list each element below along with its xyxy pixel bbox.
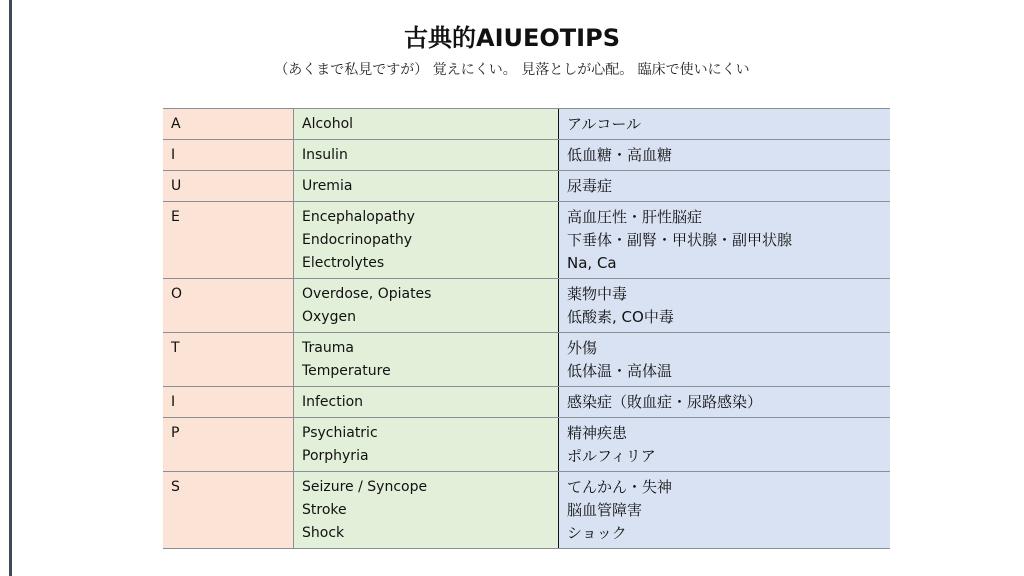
japanese-cause-cell bbox=[559, 418, 890, 471]
table-row bbox=[163, 333, 890, 387]
japanese-cause: 低体温・高体温 bbox=[567, 362, 673, 380]
japanese-cause-cell bbox=[559, 140, 890, 170]
japanese-cause: 感染症（敗血症・尿路感染） bbox=[567, 393, 763, 411]
japanese-cause: 薬物中毒 bbox=[567, 285, 628, 303]
mnemonic-letter-cell bbox=[163, 387, 294, 417]
english-cause: Stroke bbox=[302, 502, 347, 518]
japanese-cause: 精神疾患 bbox=[567, 424, 628, 442]
mnemonic-letter-cell bbox=[163, 472, 294, 548]
english-cause-cell bbox=[294, 418, 559, 471]
mnemonic-letter: I bbox=[171, 147, 176, 163]
japanese-cause: 下垂体・副腎・甲状腺・副甲状腺 bbox=[567, 231, 793, 249]
mnemonic-letter-cell bbox=[163, 202, 294, 278]
mnemonic-letter: I bbox=[171, 394, 176, 410]
mnemonic-letter-cell bbox=[163, 109, 294, 139]
english-cause-cell bbox=[294, 171, 559, 201]
table-row bbox=[163, 472, 890, 549]
mnemonic-letter-cell bbox=[163, 418, 294, 471]
mnemonic-letter: T bbox=[171, 340, 180, 356]
english-cause: Porphyria bbox=[302, 448, 369, 464]
japanese-cause: 外傷 bbox=[567, 339, 598, 357]
english-cause: Temperature bbox=[302, 363, 391, 379]
english-cause: Electrolytes bbox=[302, 255, 385, 271]
japanese-cause: ショック bbox=[567, 524, 627, 542]
mnemonic-letter: S bbox=[171, 479, 180, 495]
table-row bbox=[163, 140, 890, 171]
english-cause: Uremia bbox=[302, 178, 353, 194]
japanese-cause-cell bbox=[559, 171, 890, 201]
mnemonic-letter: U bbox=[171, 178, 182, 194]
english-cause-cell bbox=[294, 202, 559, 278]
slide-left-border bbox=[9, 0, 12, 576]
table-row bbox=[163, 418, 890, 472]
japanese-cause-cell bbox=[559, 109, 890, 139]
english-cause: Alcohol bbox=[302, 116, 354, 132]
japanese-cause: 低酸素, CO中毒 bbox=[567, 308, 674, 326]
table-row bbox=[163, 108, 890, 140]
table-row bbox=[163, 202, 890, 279]
japanese-cause: 高血圧性・肝性脳症 bbox=[567, 208, 703, 226]
japanese-cause-cell bbox=[559, 387, 890, 417]
japanese-cause: 尿毒症 bbox=[567, 177, 613, 195]
slide-subtitle: （あくまで私見ですが） 覚えにくい。 見落としが心配。 臨床で使いにくい bbox=[274, 62, 750, 78]
mnemonic-letter: E bbox=[171, 209, 180, 225]
table-row bbox=[163, 171, 890, 202]
english-cause-cell bbox=[294, 387, 559, 417]
japanese-cause-cell bbox=[559, 202, 890, 278]
english-cause-cell bbox=[294, 472, 559, 548]
table-row bbox=[163, 387, 890, 418]
mnemonic-letter: P bbox=[171, 425, 180, 441]
slide-title: 古典的AIUEOTIPS bbox=[404, 24, 620, 52]
table-row bbox=[163, 279, 890, 333]
japanese-cause-cell bbox=[559, 333, 890, 386]
japanese-cause: 脳血管障害 bbox=[567, 501, 643, 519]
english-cause: Encephalopathy bbox=[302, 209, 415, 225]
japanese-cause: てんかん・失神 bbox=[567, 478, 673, 496]
japanese-cause: 低血糖・高血糖 bbox=[567, 146, 673, 164]
mnemonic-letter-cell bbox=[163, 171, 294, 201]
english-cause: Endocrinopathy bbox=[302, 232, 413, 248]
english-cause: Insulin bbox=[302, 147, 348, 163]
english-cause-cell bbox=[294, 279, 559, 332]
mnemonic-letter: A bbox=[171, 116, 181, 132]
english-cause-cell bbox=[294, 109, 559, 139]
mnemonic-letter-cell bbox=[163, 140, 294, 170]
english-cause: Oxygen bbox=[302, 309, 356, 325]
english-cause-cell bbox=[294, 140, 559, 170]
japanese-cause-cell bbox=[559, 472, 890, 548]
japanese-cause: アルコール bbox=[567, 115, 642, 133]
mnemonic-letter-cell bbox=[163, 279, 294, 332]
english-cause: Infection bbox=[302, 394, 364, 410]
japanese-cause: Na, Ca bbox=[567, 254, 617, 272]
japanese-cause-cell bbox=[559, 279, 890, 332]
english-cause: Seizure / Syncope bbox=[302, 479, 428, 495]
english-cause: Trauma bbox=[302, 340, 354, 356]
english-cause: Psychiatric bbox=[302, 425, 378, 441]
english-cause: Shock bbox=[302, 525, 345, 541]
mnemonic-letter: O bbox=[171, 286, 183, 302]
mnemonic-letter-cell bbox=[163, 333, 294, 386]
aiueotips-table bbox=[163, 108, 890, 549]
japanese-cause: ポルフィリア bbox=[567, 447, 656, 465]
english-cause: Overdose, Opiates bbox=[302, 286, 432, 302]
english-cause-cell bbox=[294, 333, 559, 386]
